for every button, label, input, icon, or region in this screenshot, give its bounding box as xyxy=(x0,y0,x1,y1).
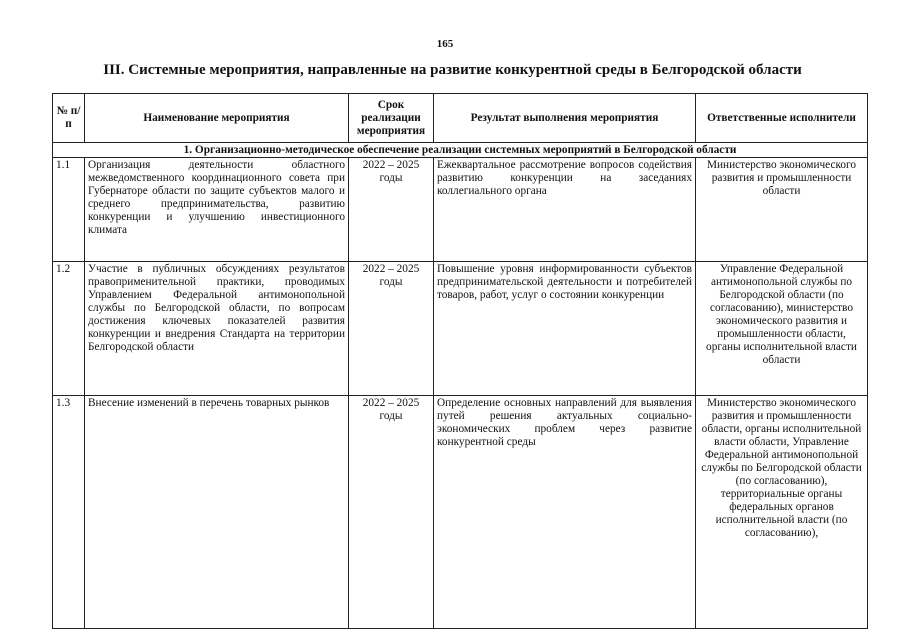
table-row xyxy=(53,158,868,262)
header-result: Результат выполнения мероприятия xyxy=(434,94,696,143)
section-title: 1. Организационно-методическое обеспечение реализации системных мероприятий в Белгородской области xyxy=(53,143,868,158)
table-row xyxy=(53,396,868,629)
row-name: Внесение изменений в перечень товарных рынков xyxy=(85,396,349,629)
section-row xyxy=(53,143,868,158)
table-header-row xyxy=(53,94,868,143)
row-term: 2022 – 2025 годы xyxy=(349,262,434,396)
header-num: № п/п xyxy=(53,94,85,143)
row-num: 1.2 xyxy=(53,262,85,396)
row-result: Ежеквартальное рассмотрение вопросов содействия развитию конкуренции на заседаниях коллегиального органа xyxy=(434,158,696,262)
row-responsible: Министерство экономического развития и промышленности области, органы исполнительной власти области, Управление Федеральной антимонопольной службы по Белгородской области (по согласованию), территориальные органы федеральных органов исполнительной власти (по согласованию), xyxy=(696,396,868,629)
row-term: 2022 – 2025 годы xyxy=(349,396,434,629)
table-row xyxy=(53,262,868,396)
header-term: Срок реализации мероприятия xyxy=(349,94,434,143)
row-result: Повышение уровня информированности субъектов предпринимательской деятельности и потребителей товаров, работ, услуг о состоянии конкуренции xyxy=(434,262,696,396)
row-term: 2022 – 2025 годы xyxy=(349,158,434,262)
row-name: Организация деятельности областного межведомственного координационного совета при Губернаторе области по защите субъектов малого и среднего предпринимательства, развитию конкуренции и улучшению инвестиционного климата xyxy=(85,158,349,262)
header-responsible: Ответственные исполнители xyxy=(696,94,868,143)
page-number: 165 xyxy=(436,38,454,50)
row-result: Определение основных направлений для выявления путей решения актуальных социально-экономических проблем через развитие конкурентной среды xyxy=(434,396,696,629)
row-name: Участие в публичных обсуждениях результатов правоприменительной практики, проводимых Управлением Федеральной антимонопольной службы по Белгородской области, по вопросам достижения ключевых показателей развития конкуренции и внедрения Стандарта на территории Белгородской области xyxy=(85,262,349,396)
row-num: 1.1 xyxy=(53,158,85,262)
section-heading: III. Системные мероприятия, направленные на развитие конкурентной среды в Белгородской области xyxy=(103,62,802,78)
row-responsible: Управление Федеральной антимонопольной службы по Белгородской области (по согласованию), министерство экономического развития и промышленности области, органы исполнительной власти области xyxy=(696,262,868,396)
header-name: Наименование мероприятия xyxy=(85,94,349,143)
measures-table xyxy=(52,93,868,629)
row-responsible: Министерство экономического развития и промышленности области xyxy=(696,158,868,262)
row-num: 1.3 xyxy=(53,396,85,629)
